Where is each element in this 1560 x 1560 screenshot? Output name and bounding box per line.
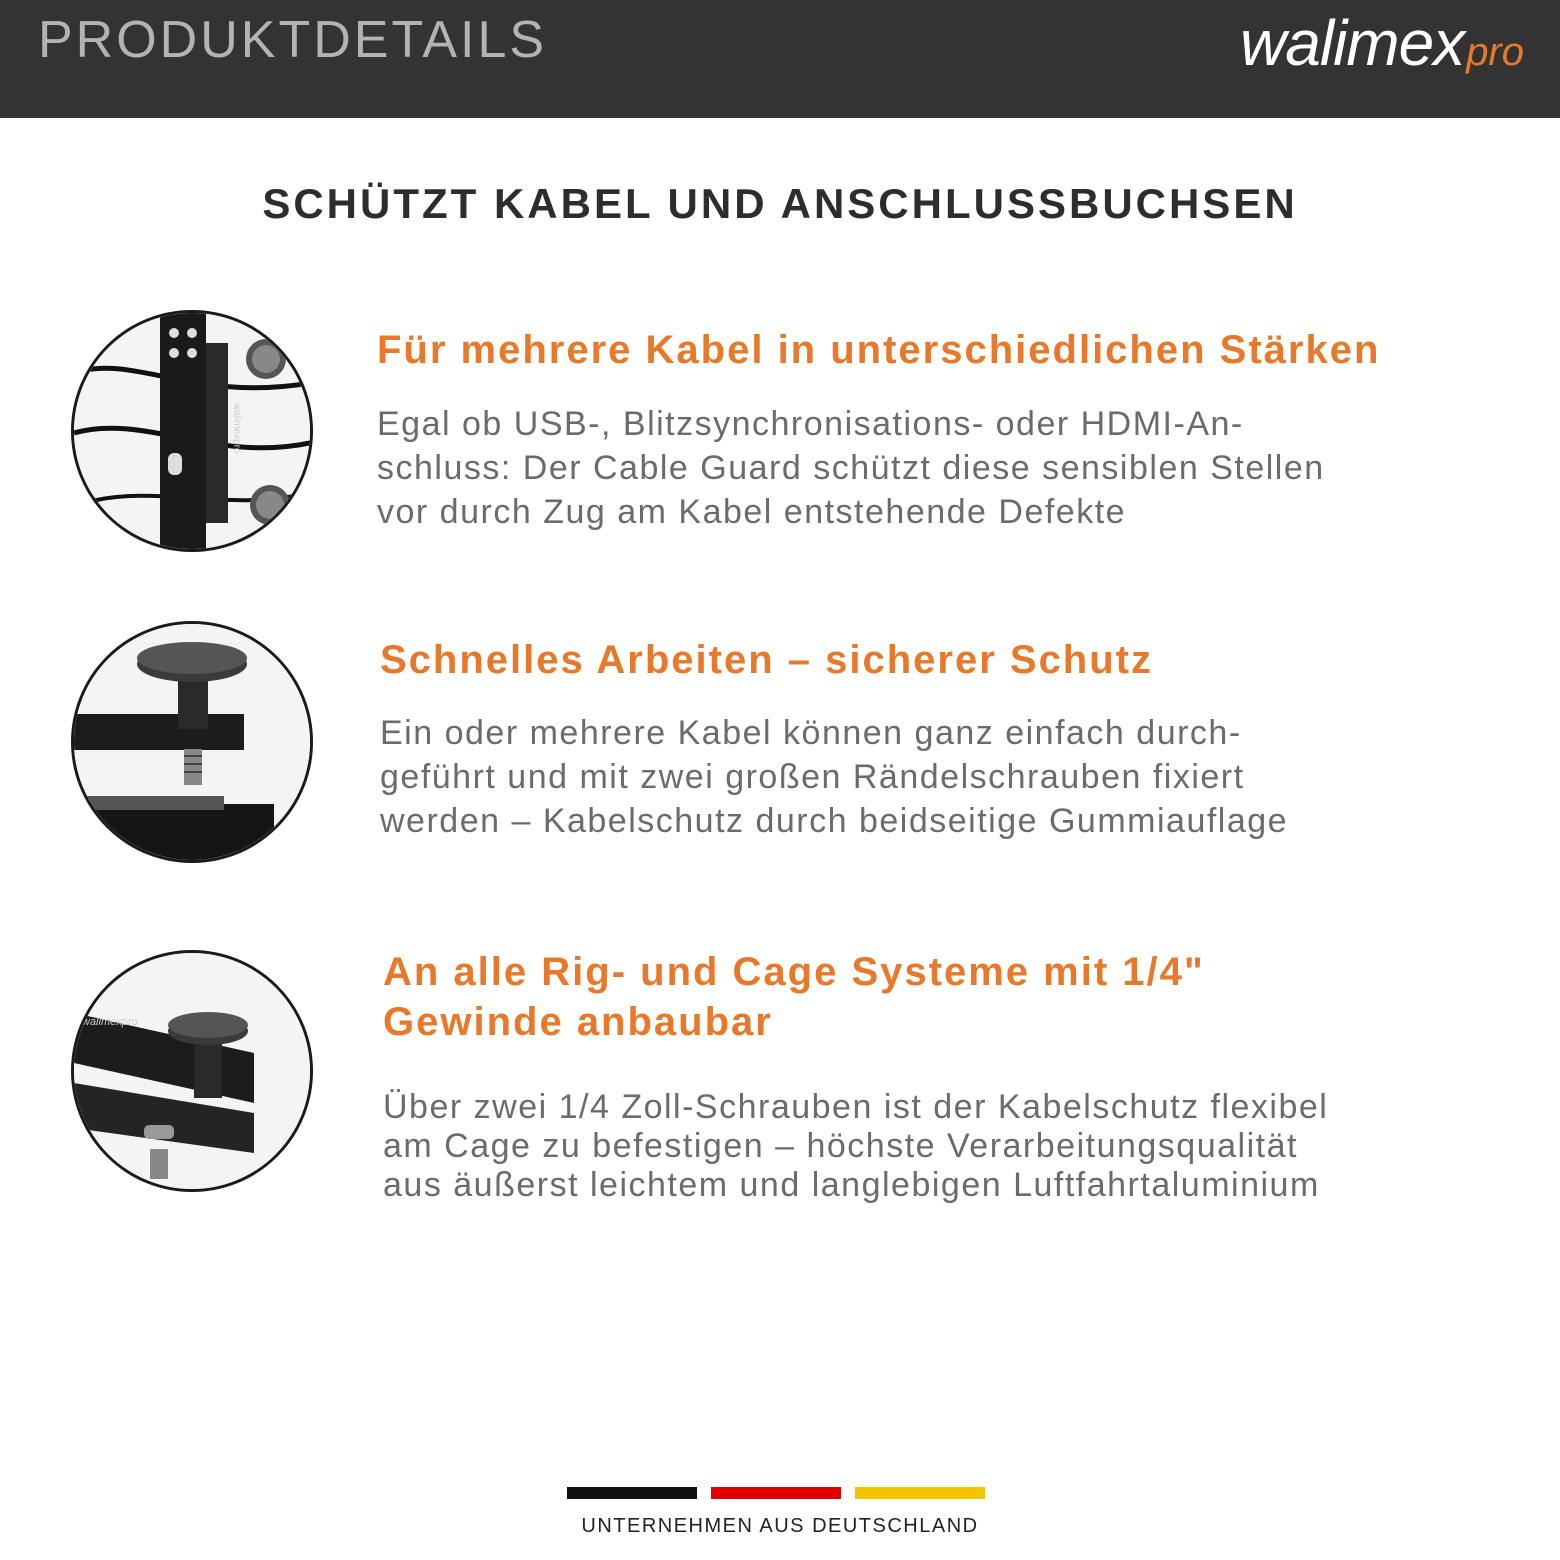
flag-stripe-black [567, 1487, 697, 1499]
feature-title: Für mehrere Kabel in unterschiedlichen Stärken [377, 328, 1381, 372]
description-line: aus äußerst leichtem und langlebigen Luftfahrtaluminium [383, 1166, 1320, 1204]
feature-description [377, 402, 1325, 534]
description-line: Egal ob USB-, Blitzsynchronisations- oder HDMI-An- [377, 405, 1244, 443]
cable-guard-image [71, 310, 313, 552]
header-bar [0, 0, 1560, 118]
section-headline: SCHÜTZT KABEL UND ANSCHLUSSBUCHSEN [262, 180, 1298, 227]
description-line: vor durch Zug am Kabel entstehende Defekte [377, 493, 1127, 531]
description-line: Ein oder mehrere Kabel können ganz einfach durch- [380, 714, 1242, 752]
image-label: walimexpro [82, 1016, 138, 1028]
feature-description [380, 711, 1288, 843]
thumb-screw-image [71, 621, 313, 863]
flag-stripe-gold [855, 1487, 985, 1499]
logo-sub-text: pro [1466, 30, 1524, 74]
logo-main-text: walimex [1240, 7, 1465, 79]
flag-stripe-red [711, 1487, 841, 1499]
mounting-image [71, 950, 313, 1192]
description-line: am Cage zu befestigen – höchste Verarbeitungsqualität [383, 1127, 1298, 1165]
title-line: Gewinde anbaubar [383, 1000, 773, 1044]
feature-title [383, 947, 1205, 1047]
feature-title: Schnelles Arbeiten – sicherer Schutz [380, 638, 1153, 682]
description-line: schluss: Der Cable Guard schützt diese sensiblen Stellen [377, 449, 1325, 487]
description-line: geführt und mit zwei großen Rändelschrauben fixiert [380, 758, 1245, 796]
feature-description [383, 1088, 1328, 1205]
page-title: PRODUKTDETAILS [38, 11, 548, 69]
footer-text: UNTERNEHMEN AUS DEUTSCHLAND [581, 1515, 979, 1537]
brand-logo [1240, 6, 1524, 86]
description-line: werden – Kabelschutz durch beidseitige Gummiauflage [380, 802, 1289, 840]
description-line: Über zwei 1/4 Zoll-Schrauben ist der Kabelschutz flexibel [383, 1088, 1329, 1126]
image-label: walimexpro [231, 403, 242, 454]
title-line: An alle Rig- und Cage Systeme mit 1/4" [383, 950, 1205, 994]
